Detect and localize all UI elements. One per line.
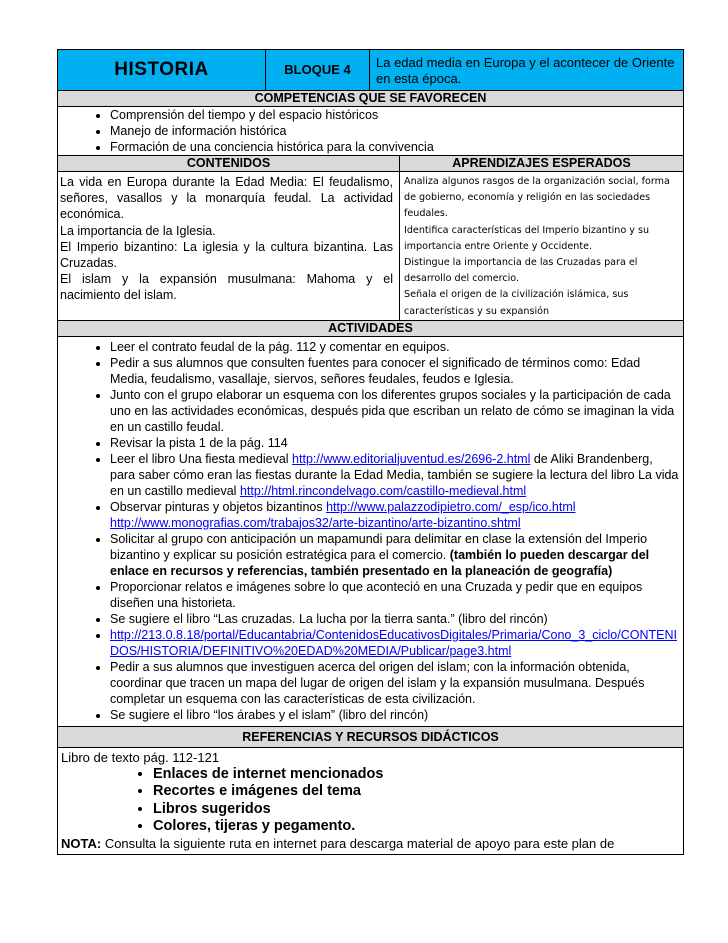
lesson-plan-table [57,49,684,855]
referencias-list [61,766,680,836]
actividades-cell [58,336,684,726]
editorial-juventud-link[interactable]: http://www.editorialjuventud.es/2696-2.html [292,451,531,466]
topic-title: La edad media en Europa y el acontecer de Oriente en esta época. [370,50,684,91]
block-label: BLOQUE 4 [266,50,370,91]
list-item: • Revisar la pista 1 de la pág. 114 [110,435,679,451]
list-item [110,531,679,579]
list-item: • Se sugiere el libro “Las cruzadas. La lucha por la tierra santa.” (libro del rincón) [110,611,679,627]
list-item: • Formación de una conciencia histórica para la convivencia [110,139,683,155]
nota-label: NOTA: [61,835,102,851]
subject-title: HISTORIA [58,50,266,91]
nota-line [61,836,680,852]
contenido-item: La vida en Europa durante la Edad Media: El feudalismo, señores, vasallos y la monarquía feudal. La actividad económica. [60,175,393,222]
referencias-intro: Libro de texto pág. 112-121 [61,749,220,765]
activity-text: Solicitar al grupo con anticipación un mapamundi para delimitar en clase la extensión del Imperio bizantino y explicar su posición estratégica para el comercio. [110,531,648,562]
lesson-plan-sheet [57,49,683,855]
contenidos-cell [58,172,400,321]
list-item: • Enlaces de internet mencionados [153,766,680,784]
list-item [110,451,679,499]
referencias-cell [58,747,684,854]
activity-text: Leer el libro Una fiesta medieval [110,451,293,466]
list-item: • Leer el contrato feudal de la pág. 112 y comentar en equipos. [110,339,679,355]
list-item: • Pedir a sus alumnos que investiguen acerca del origen del islam; con la información obtenida, coordinar que tracen un mapa del lugar de origen del islam y la expansión musulmana. Después completar un esquema con las características de esta civilización. [110,659,679,707]
list-item: • Colores, tijeras y pegamento. [153,818,680,836]
aprendizaje-item: Analiza algunos rasgos de la organización social, forma de gobierno, economía y religión en las sociedades feudales. [404,176,670,220]
contenido-item: El islam y la expansión musulmana: Mahoma y el nacimiento del islam. [60,272,393,303]
list-item: • Comprensión del tiempo y del espacio históricos [110,107,683,123]
monografias-link[interactable]: http://www.monografias.com/trabajos32/arte-bizantino/arte-bizantino.shtml [110,515,521,530]
list-item: • Libros sugeridos [153,801,680,819]
palazzodipietro-link[interactable]: http://www.palazzodipietro.com/_esp/ico.html [326,499,576,514]
competencias-heading: COMPETENCIAS QUE SE FAVORECEN [58,91,684,107]
list-item [110,499,679,531]
list-item [110,627,679,659]
actividades-heading: ACTIVIDADES [58,320,684,336]
aprendizaje-item: Identifica características del Imperio bizantino y su importancia entre Oriente y Occidente. [404,224,650,252]
educantabria-link[interactable]: http://213.0.8.18/portal/Educantabria/ContenidosEducativosDigitales/Primaria/Cono_3_ciclo/CONTENIDOS/HISTORIA/DEFINITIVO%20EDAD%20MEDIA/Publicar/page3.html [110,627,677,658]
header-row [58,50,684,91]
contenidos-heading: CONTENIDOS [58,156,400,172]
aprendizajes-cell [400,172,684,321]
list-item: • Recortes e imágenes del tema [153,783,680,801]
nota-text: Consulta la siguiente ruta en internet para descarga material de apoyo para este plan de [101,835,615,851]
list-item: • Proporcionar relatos e imágenes sobre lo que aconteció en una Cruzada y pedir que en equipos diseñen una historieta. [110,579,679,611]
aprendizaje-item: Señala el origen de la civilización islámica, sus características y su expansión [404,289,629,317]
list-item: • Pedir a sus alumnos que consulten fuentes para conocer el significado de términos como: Edad Media, feudalismo, vasallaje, siervos, señores feudales, feudos e Iglesia. [110,355,679,387]
competencias-list [58,107,683,155]
rincondelvago-link[interactable]: http://html.rincondelvago.com/castillo-medieval.html [239,483,527,498]
referencias-heading: REFERENCIAS Y RECURSOS DIDÁCTICOS [58,726,684,747]
activity-text: de Aliki Brandenberg, para saber cómo eran las fiestas durante la Edad Media, también se sugiere la lectura del libro La vida en un castillo medieval [110,451,679,498]
competencias-cell [58,107,684,156]
contenido-item: El Imperio bizantino: La iglesia y la cultura bizantina. Las Cruzadas. [60,239,393,271]
actividades-list [58,339,679,723]
list-item: • Junto con el grupo elaborar un esquema con los diferentes grupos sociales y la participación de cada uno en las actividades económicas, después pida que escriban un relato de cómo se imaginan la vida en un castillo feudal. [110,387,679,435]
list-item: • Manejo de información histórica [110,123,683,139]
aprendizaje-item: Distingue la importancia de las Cruzadas para el desarrollo del comercio. [404,257,638,285]
aprendizajes-heading: APRENDIZAJES ESPERADOS [400,156,684,172]
list-item: • Se sugiere el libro “los árabes y el islam” (libro del rincón) [110,707,679,723]
activity-bold-note: (también lo pueden descargar del enlace en recursos y referencias, también presentado en la planeación de geografía) [110,547,650,578]
activity-text: Observar pinturas y objetos bizantinos [110,499,327,514]
contenido-item: La importancia de la Iglesia. [60,223,216,238]
